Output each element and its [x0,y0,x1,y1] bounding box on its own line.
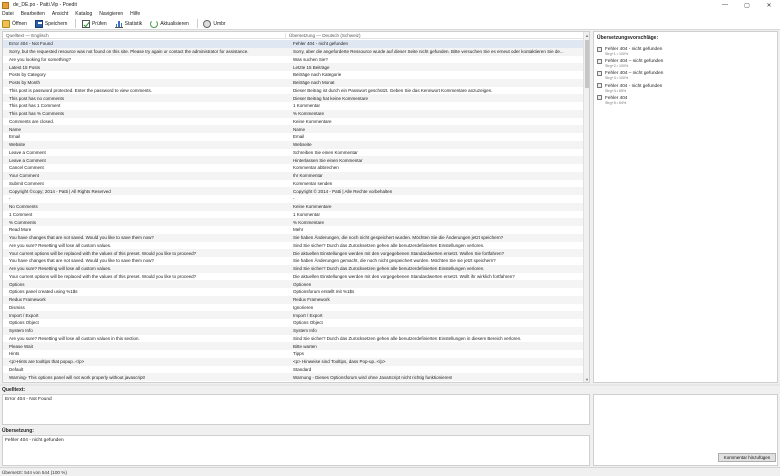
source-cell: Email [9,134,21,140]
translation-cell: Email [293,134,305,140]
table-row[interactable] [3,102,585,110]
suggestion-texts [605,46,662,56]
scroll-thumb[interactable] [585,40,589,88]
floppy-disk-icon [35,20,43,28]
save-label: Speichern [44,20,68,27]
toolbar [0,18,780,30]
table-row[interactable] [3,358,585,366]
clean-icon [203,20,211,28]
source-cell: Posts by Month [9,80,41,86]
update-label: Aktualisieren [160,20,189,27]
suggestion-text: Fehler 404 [605,94,628,100]
translation-text-box[interactable]: Fehler 404 - nicht gefunden [2,435,590,466]
table-row[interactable] [3,257,585,265]
source-cell: Are you looking for something? [9,56,72,62]
save-button[interactable] [35,19,68,29]
splitter[interactable] [0,384,780,386]
source-cell: This post is password protected. Enter the password to view comments. [9,87,153,93]
toolbar-separator [197,19,198,28]
translation-cell: Schreiben Sie einen Kommentar [293,149,358,155]
table-row[interactable] [3,187,585,195]
refresh-icon [150,20,158,28]
source-cell: System Info [9,328,33,334]
table-row[interactable] [3,218,585,226]
table-row[interactable] [3,327,585,335]
table-row[interactable] [3,94,585,102]
translation-cell: Name [293,126,306,132]
table-row[interactable] [3,211,585,219]
translation-cell: Import / Export [293,312,323,318]
translation-cell: Copyright © 2014 - Patti | Alle Rechte vorbehalten [293,188,393,194]
table-row[interactable] [3,133,585,141]
translation-cell: Sie haben Änderungen gemacht, die noch nicht gespeichert wurden. Möchten Sie sie jetzt speichern? [293,258,496,264]
table-row[interactable] [3,125,585,133]
source-cell: Import / Export [9,312,39,318]
menu-bar [0,10,780,18]
suggestion-item[interactable] [597,46,777,56]
suggestion-text: Fehler 404 - nicht gefunden [605,82,663,88]
add-comment-button[interactable]: Kommentar hinzufügen [718,453,776,462]
scroll-up-icon[interactable]: ▲ [585,32,589,38]
suggestion-item[interactable] [597,95,777,105]
table-row[interactable] [3,366,585,374]
translation-cell: Sie haben Änderungen, die noch nicht gespeichert wurden. Möchten Sie die Änderungen jetzt speichern? [293,235,504,241]
source-cell: Read More [9,227,32,233]
source-cell: Options [9,281,25,287]
table-row[interactable] [3,242,585,250]
title-bar [0,0,780,10]
source-cell: Name [9,126,22,132]
source-cell: Dismiss [9,304,25,310]
suggestion-info: Strg+3 • 100% [605,76,629,81]
source-cell: Cancel Comment [9,165,44,171]
table-row[interactable] [3,280,585,288]
translation-column-header[interactable]: Übersetzung — Deutsch (Schweiz) [285,33,580,38]
source-cell: Leave a Comment [9,157,46,163]
translation-cell: Kommentar senden [293,180,333,186]
source-cell: - [9,196,11,202]
bar-chart-icon [115,20,123,28]
source-cell: Are you sure? Resetting will lose all custom values. [9,242,112,248]
suggestion-item[interactable] [597,83,777,93]
source-cell: This post has % Comments [9,111,65,117]
translation-cell: - [293,196,295,202]
list-rows [3,40,585,381]
table-row[interactable] [3,172,585,180]
source-cell: <p>Hints are tooltips that popup..</p> [9,359,85,365]
source-cell: Options Object [9,320,39,326]
statistics-button[interactable] [115,19,143,29]
source-cell: Your Comment [9,173,39,179]
table-row[interactable] [3,342,585,350]
open-button[interactable] [2,19,27,29]
validate-button[interactable] [82,19,107,29]
translation-cell: % Kommentare [293,111,325,117]
translation-label: Übersetzung: [2,428,34,434]
table-row[interactable] [3,311,585,319]
source-cell: No Comments [9,204,38,210]
translation-cell: Optionen [293,281,312,287]
translation-cell: Die aktuellen Einstellungen werden mit den vorgegebenen Standardwerten ersetzt. Wollt ihr wirklich fortfahren? [293,273,515,279]
update-button[interactable] [150,19,189,29]
translation-cell: Hinterlassen Sie einen Kommentar [293,157,363,163]
translation-cell: System Info [293,328,317,334]
scroll-down-icon[interactable]: ▼ [585,376,589,382]
table-row[interactable] [3,226,585,234]
suggestion-info: Strg+4 • 65% [605,88,627,93]
suggestion-text: Fehler 404 – nicht gefunden [605,70,664,76]
source-cell: % Comments [9,219,37,225]
translation-cell: Sind Sie sicher? Durch das Zurücksetzen gehen alle benutzerdefinierten Einstellungen verloren. [293,266,485,272]
table-row[interactable] [3,79,585,87]
translation-memory-icon [597,47,602,52]
list-header [3,32,589,39]
source-label: Quelltext: [2,387,26,393]
translation-cell: Was suchen Sie? [293,56,328,62]
status-bar [0,467,780,476]
translation-cell: Ihr Kommentar [293,173,323,179]
source-cell: 1 Comment [9,211,33,217]
translation-cell: Die aktuellen Einstellungen werden mit den vorgegebenen Standardwerten ersetzt. Wollen Sie fortfahren? [293,250,505,256]
table-row[interactable] [3,156,585,164]
suggestion-text: Fehler 404 - nicht gefunden [605,46,663,51]
source-cell: Website [9,142,26,148]
open-label: Öffnen [12,20,27,27]
source-cell: Default [9,366,24,372]
table-row[interactable] [3,71,585,79]
table-row[interactable] [3,40,585,48]
suggestions-list [597,46,777,107]
menu-catalog[interactable]: Katalog [75,11,93,17]
translation-cell: 1 Kommentar [293,103,321,109]
translation-cell: <p> Hinweise sind Tooltips, dass Pop-up..</p> [293,359,386,365]
translation-memory-icon [597,59,602,64]
source-cell: Your current options will be replaced with the values of this preset. Would you like to proceed? [9,273,197,279]
translation-cell: Redux Framework [293,297,330,303]
table-row[interactable] [3,180,585,188]
source-cell: This post has 1 Comment [9,103,61,109]
translation-cell: Beiträge nach Kategorie [293,72,342,78]
translation-memory-icon [597,95,602,100]
source-cell: Warning- This options panel will not work properly without javascript! [9,374,146,380]
suggestion-info: Strg+1 • 100% [605,52,629,56]
statistics-label: Statistik [124,20,143,27]
translation-cell: 1 Kommentar [293,211,321,217]
status-text: Übersetzt: 544 von 544 (100 %) [2,469,67,475]
suggestion-texts [605,58,663,68]
source-column-header[interactable]: Quelltext — Englisch [6,32,49,38]
table-row[interactable] [3,249,585,257]
source-cell: This post has no comments [9,95,65,101]
suggestions-panel [593,31,778,383]
source-cell: Your current options will be replaced with the values of this preset. Would you like to proceed? [9,250,197,256]
translation-cell: Optionsforum erstellt mit %1$s [293,289,355,295]
menu-file[interactable]: Datei [2,11,14,17]
clean-button[interactable] [203,19,225,29]
source-cell: Hints [9,351,20,357]
table-row[interactable] [3,110,585,118]
table-row[interactable] [3,319,585,327]
source-cell: Posts by Category [9,72,46,78]
table-row[interactable] [3,48,585,56]
table-row[interactable] [3,203,585,211]
vertical-scrollbar[interactable] [583,32,589,382]
translation-cell: Sorry, aber die angeforderte Ressource wurde auf dieser Seite nicht gefunden. Bitte versuchen Sie es erneut oder kontaktieren Sie de... [293,49,564,55]
source-cell: Copyright ©copy; 2014 - Patti | All Rights Reserved [9,188,111,194]
suggestion-item[interactable] [597,70,777,80]
table-row[interactable] [3,350,585,358]
validate-label: Prüfen [91,20,107,27]
toolbar-separator [75,19,76,28]
translation-cell: Kommentar abbrechen [293,165,339,171]
folder-icon [2,20,10,28]
table-row[interactable] [3,373,585,381]
close-button[interactable]: ✕ [766,2,772,9]
table-row[interactable] [3,304,585,312]
translation-cell: Tipps [293,351,304,357]
translation-memory-icon [597,83,602,88]
suggestion-texts [605,70,663,80]
translation-cell: Dieser Beitrag ist durch ein Passwort geschützt. Geben Sie das Kennwort Kommentare anzuzeigen. [293,87,493,93]
table-row[interactable] [3,296,585,304]
translation-cell: Letzte 15 Beiträge [293,64,330,70]
suggestion-info: Strg+5 • 64% [605,100,627,105]
translation-list [2,31,590,383]
maximize-button[interactable]: ▢ [744,2,750,9]
menu-help[interactable]: Hilfe [130,11,141,17]
source-cell: You have changes that are not saved. Would you like to save them now? [9,235,154,241]
table-row[interactable] [3,273,585,281]
source-cell: Redux Framework [9,297,46,303]
checkmark-icon [82,20,90,28]
menu-navigate[interactable]: Navigieren [99,11,124,17]
translation-memory-icon [597,71,602,76]
translation-cell: Keine Kommentare [293,118,332,124]
translation-cell: Webseite [293,142,312,148]
table-row[interactable] [3,149,585,157]
source-cell: Are you sure? Resetting will lose all custom values in this section. [9,335,140,341]
table-row[interactable] [3,56,585,64]
translation-cell: % Kommentare [293,219,325,225]
table-row[interactable] [3,141,585,149]
source-cell: Latest 15 Posts [9,64,41,70]
clean-label: Umbr [213,20,226,27]
menu-view[interactable]: Ansicht [51,11,69,17]
table-row[interactable] [3,288,585,296]
source-cell: Sorry, but the requested resource was not found on this site. Please try again or contact the administrator for assistance. [9,49,249,55]
table-row[interactable] [3,335,585,343]
source-cell: Comments are closed. [9,118,55,124]
source-cell: Submit Comment [9,180,44,186]
table-row[interactable] [3,234,585,242]
menu-edit[interactable]: Bearbeiten [20,11,45,17]
source-cell: Please Wait [9,343,33,349]
source-cell: Error 404 - Not Found [9,41,53,47]
source-cell: Leave a Comment [9,149,46,155]
source-cell: Options panel created using %1$s [9,289,78,295]
suggestions-heading: Übersetzungsvorschläge: [597,35,659,41]
translation-cell: Fehler 404 - nicht gefunden [293,41,349,47]
translation-cell: Options Object [293,320,323,326]
suggestion-texts [605,83,662,93]
translation-cell: Dieser Beitrag hat keine Kommentare [293,95,369,101]
source-cell: You have changes that are not saved. Would you like to save them now? [9,258,154,264]
source-cell: Are you sure? Resetting will lose all custom values. [9,266,112,272]
table-row[interactable] [3,265,585,273]
translation-cell: Warnung - Dieses Optionsforum wird ohne JavaScript nicht richtig funktionieren! [293,374,453,380]
table-row[interactable] [3,164,585,172]
table-row[interactable] [3,87,585,95]
suggestion-info: Strg+2 • 100% [605,64,629,69]
translation-cell: Mehr [293,227,304,233]
translation-cell: Sind Sie sicher? Durch das Zurücksetzen gehen alle benutzerdefinierten Einstellungen in diesem Bereich verloren. [293,335,522,341]
translation-cell: Bitte warten [293,343,317,349]
translation-cell: Standard [293,366,312,372]
translation-cell: Ignorieren [293,304,314,310]
table-row[interactable] [3,195,585,203]
suggestion-item[interactable] [597,58,777,68]
table-row[interactable] [3,118,585,126]
window-title: de_DE.po - Patti.Vip - Poedit [13,2,77,8]
translation-cell: Keine Kommentare [293,204,332,210]
suggestion-text: Fehler 404 – nicht gefunden [605,58,664,64]
translation-cell: Sind Sie sicher? Durch das Zurücksetzen gehen alle benutzerdefinierten Einstellungen verloren. [293,242,485,248]
table-row[interactable] [3,63,585,71]
minimize-button[interactable]: — [722,2,728,8]
window-controls [714,0,780,10]
suggestion-texts [605,95,627,105]
translation-cell: Beiträge nach Monat [293,80,335,86]
source-text-box: Error 404 - Not Found [2,394,590,425]
app-icon [2,2,9,9]
